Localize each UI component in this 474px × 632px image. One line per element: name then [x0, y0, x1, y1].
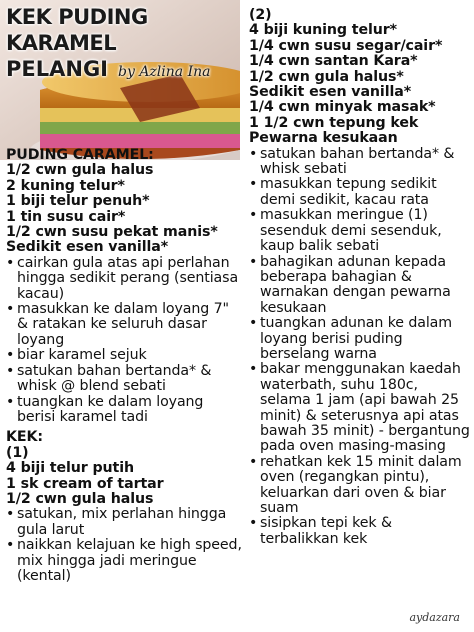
section-heading-kek: KEK: [6, 429, 43, 446]
part-2-ingredients [249, 23, 471, 146]
bullet-icon: • [6, 506, 15, 523]
step-item [6, 395, 242, 426]
ingredient-item: 1 sk cream of tartar [6, 475, 164, 492]
section-heading-puding: PUDING CARAMEL: [6, 147, 154, 163]
ingredient-item: 1/2 cwn gula halus [6, 162, 154, 179]
bullet-icon: • [249, 145, 258, 162]
bullet-icon: • [6, 347, 15, 364]
step-text: tuangkan adunan ke dalam loyang berisi puding berselang warna [260, 315, 457, 362]
step-item [249, 455, 471, 517]
puding-ingredients [6, 163, 242, 255]
step-item [6, 302, 242, 348]
ingredient-item: Pewarna kesukaan [249, 130, 398, 147]
bullet-icon: • [6, 362, 15, 379]
step-text: sisipkan tepi kek & terbalikkan kek [260, 515, 397, 547]
bullet-icon: • [249, 207, 258, 224]
step-item [249, 147, 471, 178]
bullet-icon: • [6, 301, 15, 318]
bullet-icon: • [249, 453, 258, 470]
step-text: satukan, mix perlahan hingga gula larut [17, 506, 231, 538]
bullet-icon: • [249, 315, 258, 332]
step-text: rehatkan kek 15 minit dalam oven (regangkan pintu), keluarkan dari oven & biar suam [260, 453, 467, 516]
step-item [249, 361, 474, 455]
ingredient-item: 1/2 cwn susu pekat manis* [6, 224, 218, 241]
step-item [249, 316, 471, 362]
ingredient-item: 1 tin susu cair* [6, 208, 126, 225]
step-item [249, 255, 471, 317]
step-text: bahagikan adunan kepada beberapa bahagian & warnakan dengan pewarna kesukaan [260, 253, 456, 316]
step-item [6, 348, 242, 363]
kek-part-2-label: (2) [249, 7, 272, 23]
title-line-2: PELANGI [6, 57, 108, 81]
step-text: masukkan meringue (1) sesenduk demi sesenduk, kaup balik sebati [260, 207, 447, 255]
step-item [249, 516, 471, 547]
bullet-icon: • [6, 254, 15, 271]
ingredient-item: 1/2 cwn gula halus [6, 490, 154, 507]
bullet-icon: • [249, 361, 258, 378]
step-text: tuangkan ke dalam loyang berisi karamel tadi [17, 393, 208, 425]
step-item [6, 537, 247, 584]
ingredient-item: 2 kuning telur* [6, 177, 125, 194]
bullet-icon: • [249, 253, 258, 270]
step-item [249, 177, 471, 208]
step-text: satukan bahan bertanda* & whisk sebati [260, 145, 459, 178]
ingredient-item: Sedikit esen vanilla* [6, 239, 169, 256]
ingredient-item: 1/4 cwn santan Kara* [249, 53, 418, 70]
kek-part-1-label: (1) [6, 444, 29, 461]
puding-steps [6, 256, 242, 425]
step-item [6, 256, 242, 302]
step-text: masukkan tepung sedikit demi sedikit, kacau rata [260, 176, 441, 208]
kek-steps [6, 506, 247, 584]
author-byline: by Azlina Ina [118, 64, 211, 80]
ingredient-item: Sedikit esen vanilla* [249, 84, 412, 101]
step-text: masukkan ke dalam loyang 7" & ratakan ke seluruh dasar loyang [17, 301, 234, 348]
bullet-icon: • [249, 176, 258, 193]
step-text: biar karamel sejuk [17, 347, 147, 364]
ingredient-item: 1 1/2 cwn tepung kek [249, 114, 419, 131]
right-column [249, 7, 474, 547]
ingredient-item: 1/2 cwn gula halus* [249, 68, 404, 85]
part-2-steps [249, 145, 474, 548]
recipe-title [6, 4, 246, 85]
step-item [249, 208, 471, 254]
ingredient-item: 1 biji telur penuh* [6, 193, 150, 210]
ingredient-item: 1/4 cwn susu segar/cair* [249, 37, 443, 54]
kek-ingredients [6, 461, 242, 507]
step-item [6, 364, 242, 395]
title-line-1: KEK PUDING KARAMEL [6, 5, 148, 55]
ingredient-item: 4 biji telur putih [6, 460, 135, 477]
step-item [6, 507, 242, 538]
bullet-icon: • [249, 515, 258, 532]
ingredient-item: 1/4 cwn minyak masak* [249, 99, 436, 116]
step-text: naikkan kelajuan ke high speed, mix hingga jadi meringue (kental) [17, 537, 247, 584]
step-text: satukan bahan bertanda* & whisk @ blend sebati [17, 362, 216, 395]
step-text: cairkan gula atas api perlahan hingga sedikit perang (sentiasa kacau) [17, 254, 243, 302]
bullet-icon: • [6, 537, 15, 554]
step-text: bakar menggunakan kaedah waterbath, suhu 180c, selama 1 jam (api bawah 25 minit) & seterusnya api atas bawah 35 minit) - bergantung pada oven masing-masing [260, 361, 474, 455]
left-column [6, 147, 247, 584]
bullet-icon: • [6, 393, 15, 410]
signature: aydazara [409, 611, 460, 624]
ingredient-item: 4 biji kuning telur* [249, 22, 397, 39]
